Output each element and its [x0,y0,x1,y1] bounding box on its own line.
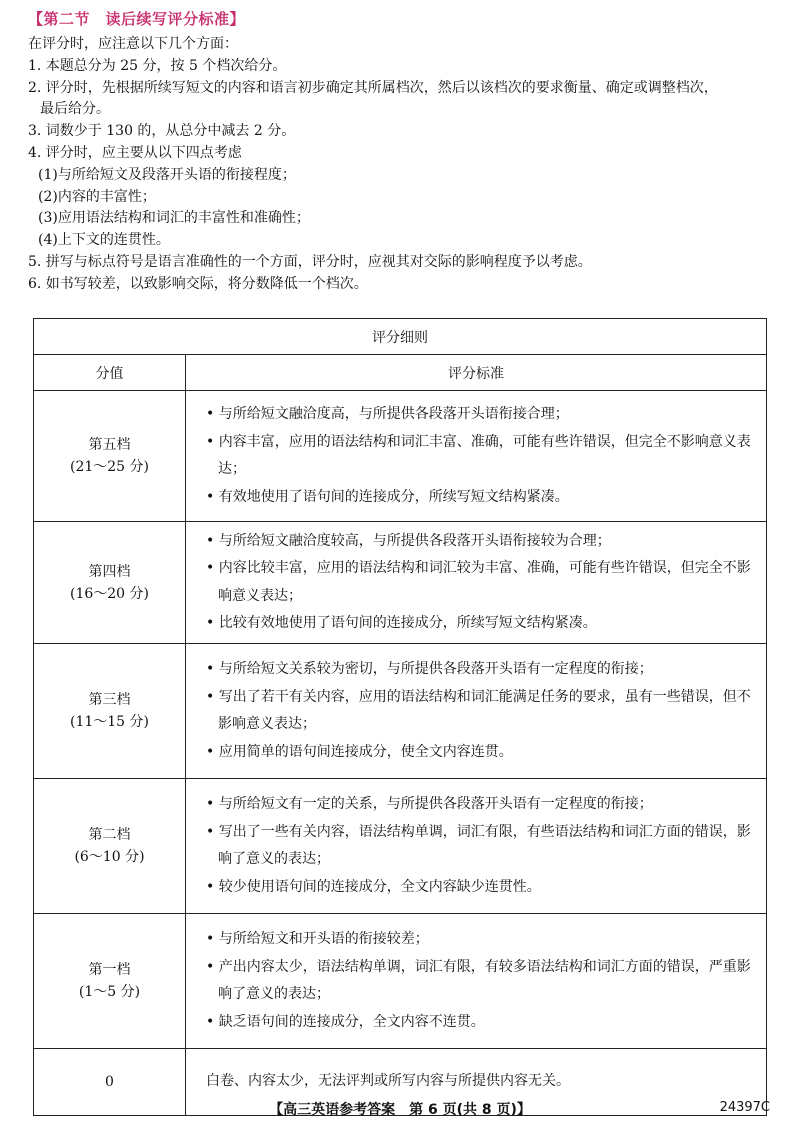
table-header-row [34,355,767,391]
table-row [34,391,767,522]
rule-1: 1. 本题总分为 25 分，按 5 个档次给分。 [28,57,287,74]
level-range: (1～5 分) [78,984,141,1000]
rule-4-item-3: (3)应用语法结构和词汇的丰富性和准确性； [38,210,310,227]
criteria-cell [186,914,767,1049]
rule-2: 2. 评分时，先根据所续写短文的内容和语言初步确定其所属档次，然后以该档次的要求衡量、确定或调整档次， [28,79,718,96]
page-footer: 【高三英语参考答案 第 6 页(共 8 页)】 [269,1102,531,1118]
table-row [34,522,767,644]
intro-line: 在评分时，应注意以下几个方面： [28,36,238,52]
zero-score-cell: 0 [34,1049,186,1116]
document-code: 24397C [719,1100,770,1115]
criterion: • 与所给短文有一定的关系，与所提供各段落开头语有一定程度的衔接； [206,796,653,812]
criterion: • 与所给短文和开头语的衔接较差； [206,931,429,947]
criterion: • 内容比较丰富，应用的语法结构和词汇较为丰富、准确，可能有些许错误，但完全不影响意义表达； [206,560,751,604]
level-name: 第五档 [88,437,131,453]
level-range: (6～10 分) [74,849,145,865]
rule-4-item-4: (4)上下文的连贯性。 [38,232,170,249]
criterion: • 与所给短文关系较为密切，与所提供各段落开头语有一定程度的衔接； [206,661,653,677]
criterion: • 有效地使用了语句间的连接成分，所续写短文结构紧凑。 [206,488,569,505]
criterion: • 与所给短文融洽度较高，与所提供各段落开头语衔接较为合理； [206,532,611,549]
zero-criteria-cell: 白卷、内容太少，无法评判或所写内容与所提供内容无关。 [186,1049,767,1116]
level-name: 第三档 [88,692,131,708]
criteria-cell [186,522,767,644]
table-row [34,779,767,914]
criteria-cell [186,644,767,779]
rule-5: 5. 拼写与标点符号是语言准确性的一个方面，评分时，应视其对交际的影响程度予以考虑。 [28,253,592,270]
rubric-table [33,318,767,1116]
table-caption: 评分细则 [34,319,767,355]
table-caption-row [34,319,767,355]
level-cell [34,391,186,522]
rule-3: 3. 词数少于 130 的，从总分中减去 2 分。 [28,123,296,140]
level-name: 第二档 [88,827,131,843]
column-header-criteria: 评分标准 [186,355,767,391]
level-name: 第一档 [88,962,131,978]
table-row [34,644,767,779]
level-cell [34,644,186,779]
level-range: (16～20 分) [69,585,149,602]
level-cell [34,914,186,1049]
level-range: (21～25 分) [69,459,149,475]
rule-4: 4. 评分时，应主要从以下四点考虑 [28,144,242,161]
column-header-score: 分值 [34,355,186,391]
criterion: • 较少使用语句间的连接成分，全文内容缺少连贯性。 [206,878,541,895]
criteria-cell [186,779,767,914]
criterion: • 与所给短文融洽度高，与所提供各段落开头语衔接合理； [206,406,569,422]
criteria-cell [186,391,767,522]
level-range: (11～15 分) [69,714,149,730]
criterion: • 写出了若干有关内容，应用的语法结构和词汇能满足任务的要求，虽有一些错误，但不影响意义表达； [206,688,751,732]
scoring-instructions [28,34,778,296]
criterion: • 产出内容太少，语法结构单调，词汇有限，有较多语法结构和词汇方面的错误，严重影响了意义的表达； [206,958,751,1002]
level-name: 第四档 [88,563,131,580]
criterion: • 内容丰富，应用的语法结构和词汇丰富、准确，可能有些许错误，但完全不影响意义表达； [206,433,751,477]
level-cell [34,522,186,644]
rule-6: 6. 如书写较差，以致影响交际，将分数降低一个档次。 [28,275,368,292]
rule-4-item-2: (2)内容的丰富性； [38,188,156,205]
criterion: • 写出了一些有关内容，语法结构单调，词汇有限，有些语法结构和词汇方面的错误，影响了意义的表达； [206,823,751,867]
criterion: • 缺乏语句间的连接成分，全文内容不连贯。 [206,1013,485,1030]
criterion: • 应用简单的语句间连接成分，使全文内容连贯。 [206,743,513,760]
level-cell [34,779,186,914]
table-row [34,914,767,1049]
section-title: 【第二节 读后续写评分标准】 [28,10,246,28]
rule-2-continued: 最后给分。 [40,101,110,118]
criterion: • 比较有效地使用了语句间的连接成分，所续写短文结构紧凑。 [206,615,597,631]
rule-4-item-1: (1)与所给短文及段落开头语的衔接程度； [38,166,296,183]
